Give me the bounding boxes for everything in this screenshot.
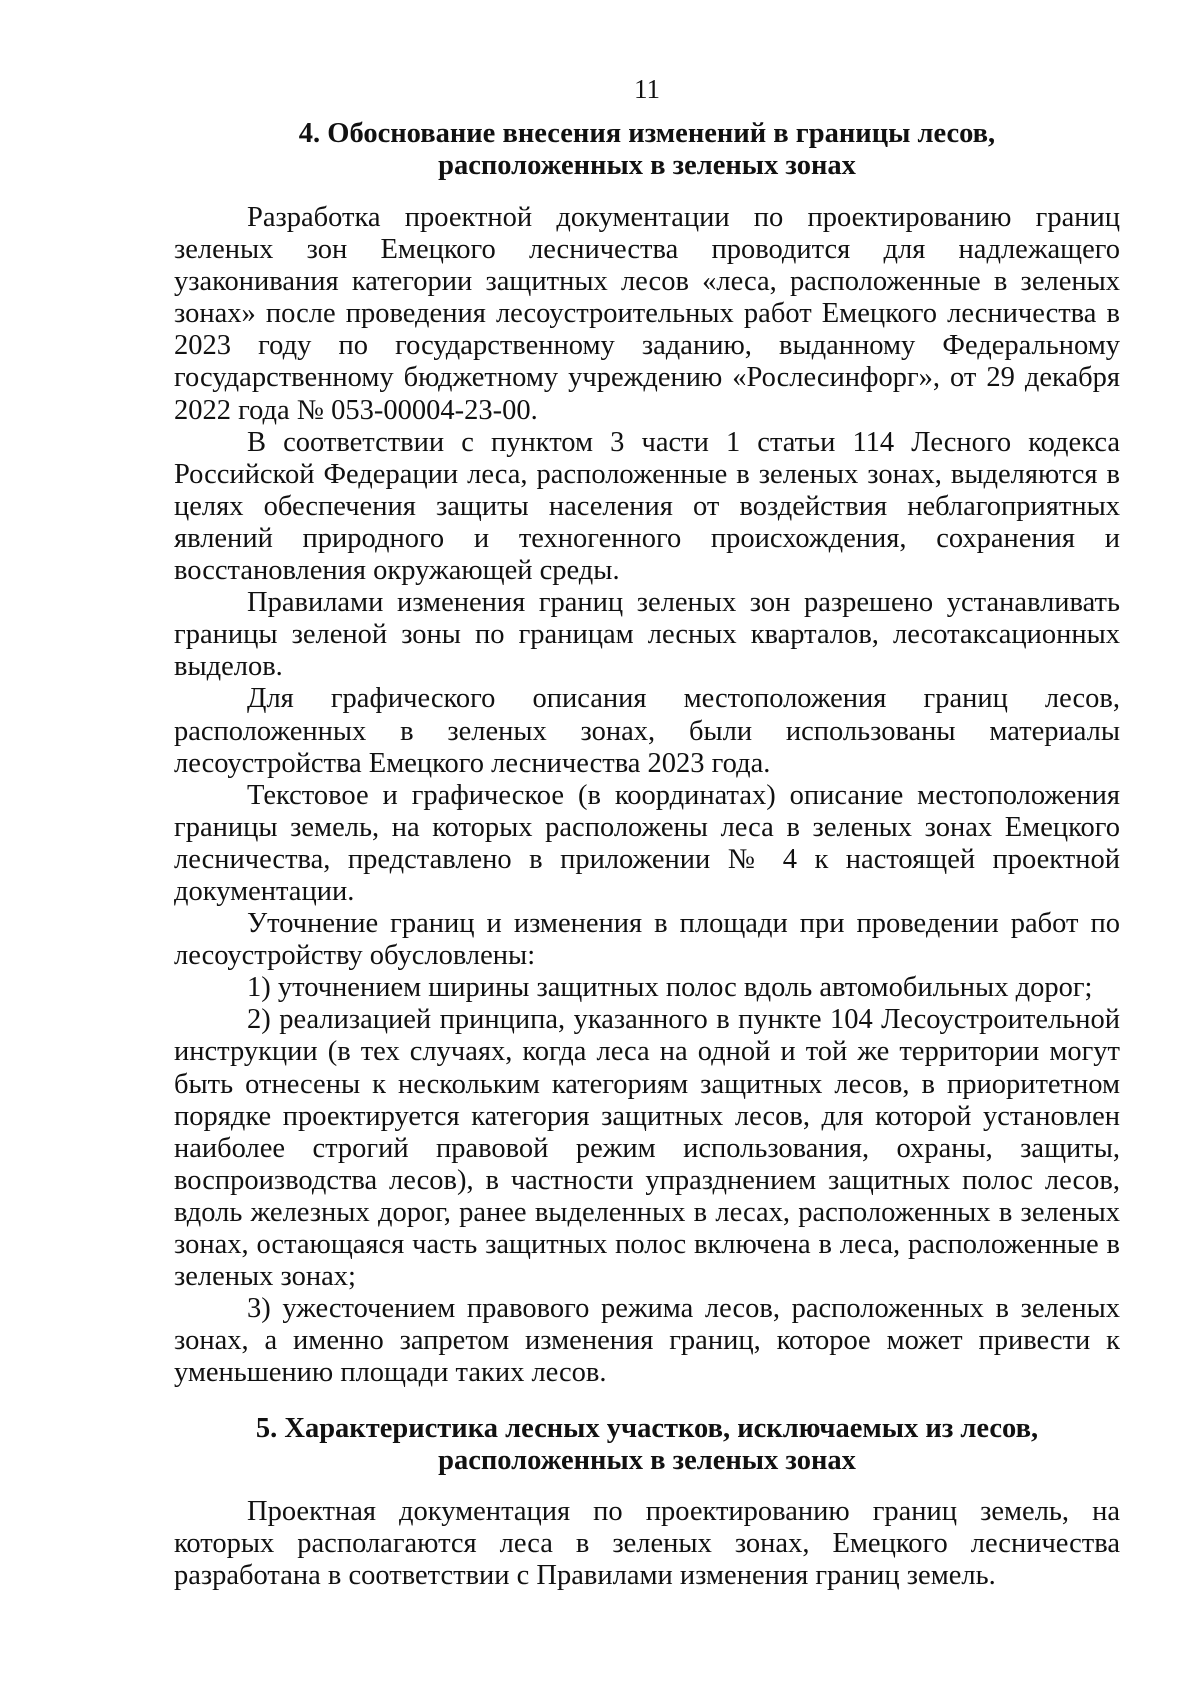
paragraph: Проектная документация по проектированию границ земель, на которых располагаются леса в зеленых зонах, Емецкого лесничества разработана в соответствии с Правилами изменения границ земель. <box>174 1496 1120 1592</box>
section-4-heading <box>174 118 1120 182</box>
paragraph: Текстовое и графическое (в координатах) описание местоположения границы земель, на которых расположены леса в зеленых зонах Емецкого лесничества, представлено в приложении № 4 к настоящей проектной документации. <box>174 779 1120 907</box>
document-page <box>174 0 1120 1697</box>
paragraph: В соответствии с пунктом 3 части 1 статьи 114 Лесного кодекса Российской Федерации леса, расположенные в зеленых зонах, выделяются в целях обеспечения защиты населения от воздействия неблагоприятных явлений природного и техногенного происхождения, сохранения и восстановления окружающей среды. <box>174 426 1120 587</box>
section-5-body <box>174 1496 1120 1592</box>
list-item: 1) уточнением ширины защитных полос вдоль автомобильных дорог; <box>247 972 1093 1004</box>
section-5-title-line-2: расположенных в зеленых зонах <box>438 1445 856 1476</box>
section-5-title-line-1: 5. Характеристика лесных участков, исключаемых из лесов, <box>255 1413 1039 1444</box>
section-4-body <box>174 202 1120 1389</box>
paragraph: Уточнение границ и изменения в площади при проведении работ по лесоустройству обусловлены: <box>174 908 1120 972</box>
section-5-heading <box>174 1413 1120 1477</box>
paragraph: Разработка проектной документации по проектированию границ зеленых зон Емецкого лесничества проводится для надлежащего узаконивания категории защитных лесов «леса, расположенные в зеленых зонах» после проведения лесоустроительных работ Емецкого лесничества в 2023 году по государственному заданию, выданному Федеральному государственному бюджетному учреждению «Рослесинфорг», от 29 декабря 2022 года № 053-00004-23-00. <box>174 202 1120 426</box>
list-item: 2) реализацией принципа, указанного в пункте 104 Лесоустроительной инструкции (в тех случаях, когда леса на одной и той же территории могут быть отнесены к нескольким категориям защитных лесов, в приоритетном порядке проектируется категория защитных лесов, для которой установлен наиболее строгий правовой режим использования, охраны, защиты, воспроизводства лесов), в частности упразднением защитных полос лесов, вдоль железных дорог, ранее выделенных в лесах, расположенных в зеленых зонах, остающаяся часть защитных полос включена в леса, расположенные в зеленых зонах; <box>174 1004 1120 1293</box>
list-item: 3) ужесточением правового режима лесов, расположенных в зеленых зонах, а именно запретом изменения границ, которое может привести к уменьшению площади таких лесов. <box>174 1293 1120 1389</box>
section-4-title-line-1: 4. Обоснование внесения изменений в границы лесов, <box>298 118 996 149</box>
paragraph: Правилами изменения границ зеленых зон разрешено устанавливать границы зеленой зоны по границам лесных кварталов, лесотаксационных выделов. <box>174 587 1120 683</box>
section-4-title-line-2: расположенных в зеленых зонах <box>438 150 856 181</box>
page-number: 11 <box>634 74 660 104</box>
paragraph: Для графического описания местоположения границ лесов, расположенных в зеленых зонах, были использованы материалы лесоустройства Емецкого лесничества 2023 года. <box>174 683 1120 779</box>
